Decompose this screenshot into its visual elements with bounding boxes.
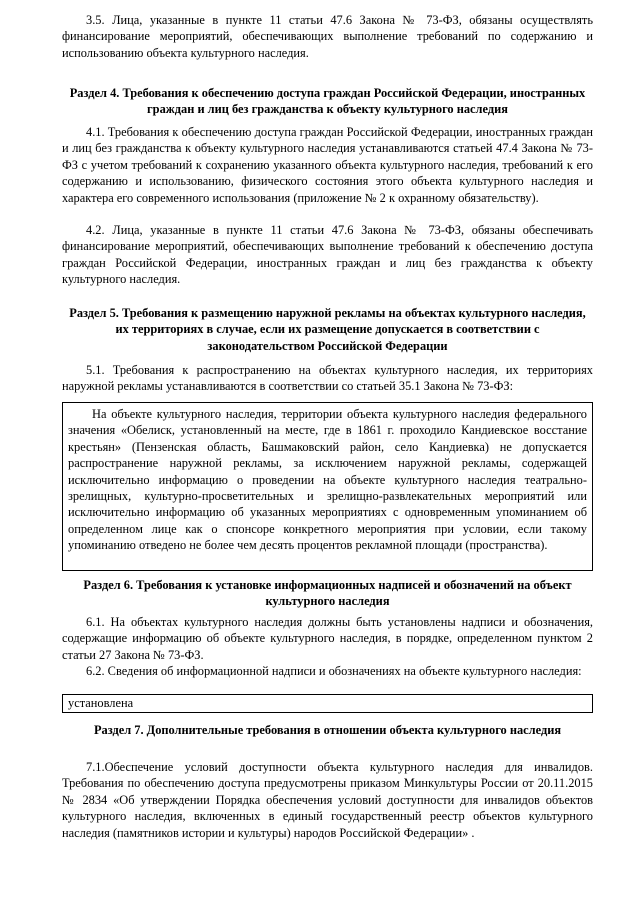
section-7-heading: Раздел 7. Дополнительные требования в отношении объекта культурного наследия <box>93 723 562 737</box>
outdoor-advertising-box: На объекте культурного наследия, территории объекта культурного наследия федерального значения «Обелиск, установленный на месте, где в 1861 г. проходило Кандиевское восстание крестьян» (Пензенская область, Башмаковский район, село Кандиевка) не допускается распространение наружной рекламы, за исключением наружной рекламы, содержащей исключительно информацию о проведении на объекте культурного наследия театрально-зрелищных, культурно-просветительных и зрелищно-развлекательных мероприятий или исключительно информацию об указанных мероприятиях с одновременным упоминанием об определенном лице как о спонсоре конкретного мероприятия при условии, если такому упоминанию отведено не более чем десять процентов рекламной площади (пространства). <box>62 402 593 571</box>
paragraph-4-1: 4.1. Требования к обеспечению доступа граждан Российской Федерации, иностранных граждан и лиц без гражданства к объекту культурного наследия устанавливаются статьей 47.4 Закона № 73-ФЗ с учетом требований к сохранению указанного объекта культурного наследия, требований к его содержанию и использованию, физического состояния этого объекта культурного наследия и характера его современного использования (приложение № 2 к охранному обязательству). <box>62 125 593 205</box>
paragraph-6-1: 6.1. На объектах культурного наследия должны быть установлены надписи и обозначения, содержащие информацию об объекте культурного наследия, в порядке, определенном пунктом 2 статьи 27 Закона № 73-ФЗ. <box>62 615 593 662</box>
paragraph-3-5: 3.5. Лица, указанные в пункте 11 статьи 47.6 Закона № 73-ФЗ, обязаны осуществлять финансирование мероприятий, обеспечивающих выполнение требований по содержанию и использованию объекта культурного наследия. <box>62 13 593 60</box>
section-4-heading: Раздел 4. Требования к обеспечению доступа граждан Российской Федерации, иностранных граждан и лиц без гражданства к объекту культурного наследия <box>69 86 586 117</box>
section-6-heading: Раздел 6. Требования к установке информационных надписей и обозначений на объект культурного наследия <box>83 578 572 609</box>
paragraph-4-2: 4.2. Лица, указанные в пункте 11 статьи 47.6 Закона № 73-ФЗ, обязаны обеспечивать финансирование мероприятий, обеспечивающих выполнение требований к обеспечению доступа граждан Российской Федерации, иностранных граждан и лиц без гражданства к объекту культурного наследия. <box>62 223 593 287</box>
section-5-heading: Раздел 5. Требования к размещению наружной рекламы на объектах культурного наследия, их территориях в случае, если их размещение допускается в соответствии с законодательством Российской Федерации <box>69 306 586 353</box>
information-sign-status-box: установлена <box>62 694 593 713</box>
paragraph-7-1: 7.1.Обеспечение условий доступности объекта культурного наследия для инвалидов. Требования по обеспечению доступа предусмотрены приказом Минкультуры России от 20.11.2015 № 2834 «Об утверждении Порядка обеспечения условий доступности для инвалидов объектов культурного наследия, включенных в единый государственный реестр объектов культурного наследия (памятников истории и культуры) народов Российской Федерации» . <box>62 760 593 840</box>
paragraph-5-1: 5.1. Требования к распространению на объектах культурного наследия, их территориях наружной рекламы устанавливаются в соответствии со статьей 35.1 Закона № 73-ФЗ: <box>62 363 593 394</box>
paragraph-6-2: 6.2. Сведения об информационной надписи и обозначениях на объекте культурного наследия: <box>86 664 582 678</box>
